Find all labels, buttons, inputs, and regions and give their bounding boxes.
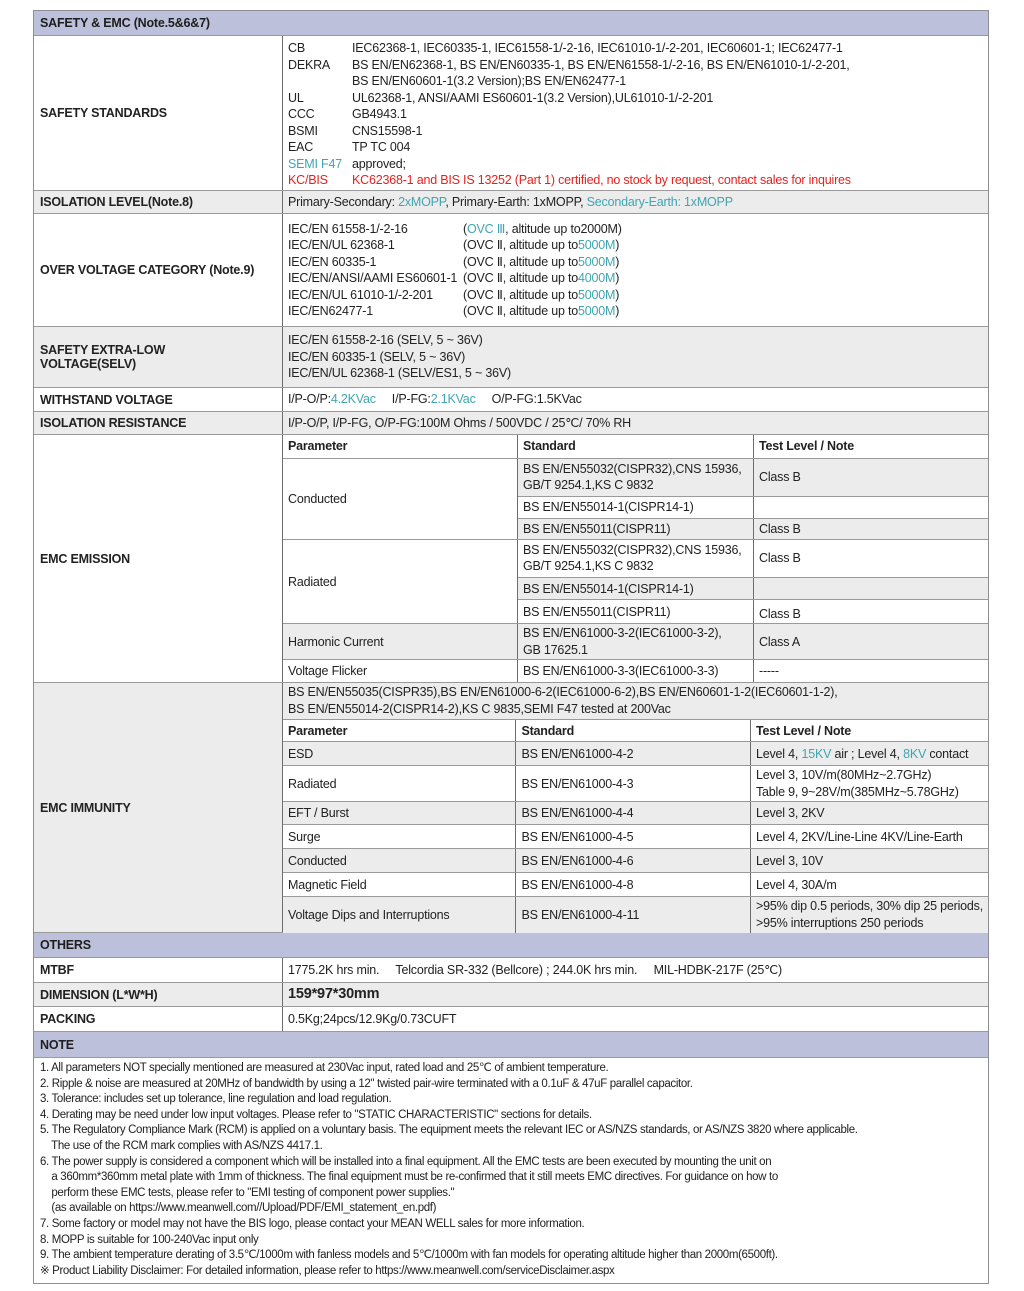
note-item: 4. Derating may be need under low input voltages. Please refer to "STATIC CHARACTERISTIC" sections for details.	[40, 1108, 592, 1121]
section-header-safety-emc	[34, 11, 988, 36]
level-cell: Class B	[754, 458, 989, 496]
row-label: EMC IMMUNITY	[34, 683, 283, 932]
standard: IEC/EN/ANSI/AAMI ES60601-1	[288, 271, 458, 285]
note-item: 7. Some factory or model may not have the BIS logo, please contact your MEAN WELL sales for more information.	[40, 1217, 585, 1230]
row-isolation-level	[34, 191, 988, 214]
note-item: (as available on https://www.meanwell.com//Upload/PDF/EMI_statement_en.pdf)	[40, 1202, 437, 1215]
ovc-entry	[288, 237, 983, 254]
text: contact	[926, 746, 969, 761]
level-cell: Class B	[754, 518, 989, 539]
parameter-cell: Conducted	[283, 849, 516, 873]
paren: (	[463, 271, 467, 285]
row-label: SAFETY STANDARDS	[34, 36, 283, 190]
standard-text: GB4943.1	[352, 107, 407, 122]
standard-text: TP TC 004	[352, 140, 411, 155]
standard: IEC/EN/UL 62368-1	[288, 238, 395, 252]
level-cell	[754, 496, 989, 518]
emc-emission-table	[283, 435, 988, 682]
text: , Primary-Earth: 1xMOPP,	[445, 194, 587, 209]
safety-standards-list	[283, 36, 988, 190]
standard-entry-bsmi	[288, 123, 983, 140]
level-cell	[750, 897, 988, 933]
table-row	[283, 849, 988, 873]
column-header: Test Level / Note	[750, 720, 988, 742]
agency-label: BSMI	[288, 123, 318, 138]
standard-text: approved;	[352, 156, 406, 171]
level-cell: Class B	[754, 600, 989, 624]
level-cell: Level 4, 30A/m	[750, 873, 988, 897]
label-line: SAFETY EXTRA-LOW	[40, 343, 166, 357]
isolation-resistance-value	[283, 412, 988, 434]
text: BS EN/EN55032(CISPR32),CNS 15936,	[523, 461, 742, 476]
notes-block	[34, 1058, 988, 1283]
row-emc-immunity	[34, 683, 988, 933]
level-cell: Level 3, 10V	[750, 849, 988, 873]
standard-entry-kc-bis	[288, 172, 983, 189]
standard-cell: BS EN/EN55011(CISPR11)	[518, 600, 754, 624]
text: Level 4,	[755, 746, 802, 761]
note-item: 8. MOPP is suitable for 100-240Vac input only	[40, 1233, 259, 1246]
table-row	[283, 802, 988, 825]
highlight-value: 4.2KVac	[330, 392, 376, 407]
mtbf-value	[283, 958, 988, 982]
parameter-cell: Surge	[283, 825, 516, 849]
standard-cell: BS EN/EN55014-1(CISPR14-1)	[518, 578, 754, 600]
table-row	[283, 897, 988, 933]
text: , altitude up to	[502, 271, 579, 285]
standard-cell: BS EN/EN61000-4-6	[516, 849, 751, 873]
table-row	[283, 742, 988, 766]
paren: (	[463, 254, 467, 269]
standard-entry-dekra-cont	[288, 73, 983, 90]
text: I/P-O/P:	[288, 392, 331, 407]
agency-label: KC/BIS	[288, 173, 328, 188]
table-header-row	[283, 720, 988, 742]
paren: (	[463, 221, 467, 236]
text: Level 3, 10V/m(80MHz~2.7GHz)	[755, 768, 932, 782]
row-label: OVER VOLTAGE CATEGORY (Note.9)	[34, 214, 283, 326]
section-title: NOTE	[40, 1037, 74, 1052]
text: GB/T 9254.1,KS C 9832	[523, 478, 654, 493]
parameter-cell: Magnetic Field	[283, 873, 516, 897]
altitude: 4000M	[578, 271, 616, 285]
standard-cell: BS EN/EN55011(CISPR11)	[518, 518, 754, 539]
standard-cell: BS EN/EN61000-4-3	[516, 766, 751, 802]
note-item: 6. The power supply is considered a component which will be installed into a final equipment. All the EMC tests are been executed by mounting the unit on	[40, 1155, 772, 1168]
standard-text: UL62368-1, ANSI/AAMI ES60601-1(3.2 Version),UL61010-1/-2-201	[352, 90, 714, 105]
row-label: ISOLATION LEVEL(Note.8)	[34, 191, 283, 213]
level-cell	[750, 766, 988, 802]
agency-label: DEKRA	[288, 57, 331, 72]
note-item: 1. All parameters NOT specially mentioned are measured at 230Vac input, rated load and 25℃ of ambient temperature.	[40, 1062, 609, 1074]
paren: (	[463, 304, 467, 318]
section-header-others	[34, 933, 988, 958]
standard-text: KC62368-1 and BIS IS 13252 (Part 1) certified, no stock by request, contact sales for inquires	[352, 173, 851, 188]
immunity-intro-row	[283, 683, 988, 720]
row-label: MTBF	[34, 958, 283, 982]
immunity-intro	[283, 683, 988, 720]
paren: (	[463, 238, 467, 252]
text: BS EN/EN55014-2(CISPR14-2),KS C 9835,SEMI F47 tested at 200Vac	[288, 701, 671, 716]
row-packing	[34, 1007, 988, 1032]
standard-text: IEC62368-1, IEC60335-1, IEC61558-1/-2-16, IEC61010-1/-2-201, IEC60601-1; IEC62477-1	[352, 41, 843, 56]
row-over-voltage-category	[34, 214, 988, 327]
standard-cell	[518, 458, 754, 496]
spec-sheet	[33, 10, 989, 1284]
note-item: 5. The Regulatory Compliance Mark (RCM) is applied on a voluntary basis. The equipment meets the relevant IEC or AS/NZS standards, or AS/NZS 3820 where applicable.	[40, 1124, 858, 1137]
text: BS EN/EN55035(CISPR35),BS EN/EN61000-6-2(IEC61000-6-2),BS EN/EN60601-1-2(IEC60601-1-2),	[288, 685, 838, 700]
standard-cell: BS EN/EN61000-4-5	[516, 825, 751, 849]
row-safety-standards	[34, 36, 988, 191]
parameter-cell: Conducted	[283, 458, 518, 539]
ovc-class: OVC Ⅱ	[466, 238, 503, 252]
column-header: Parameter	[283, 720, 516, 742]
paren: (	[463, 287, 467, 302]
paren: )	[615, 238, 620, 252]
text: , altitude up to	[502, 254, 579, 269]
ovc-entry	[288, 303, 983, 320]
note-item: The use of the RCM mark complies with AS/NZS 4417.1.	[40, 1139, 323, 1152]
standard: IEC/EN 60335-1	[288, 254, 377, 269]
agency-label: CB	[288, 41, 305, 56]
highlight-value: 2xMOPP	[398, 194, 446, 209]
withstand-value	[283, 388, 988, 411]
note-item: ※ Product Liability Disclaimer: For detailed information, please refer to https://www.meanwell.com/serviceDisclaimer.aspx	[40, 1264, 615, 1277]
standard: IEC/EN/UL 61010-1/-2-201	[288, 287, 433, 302]
text: BS EN/EN61000-3-2(IEC61000-3-2),	[523, 626, 722, 641]
row-label: EMC EMISSION	[34, 435, 283, 682]
text: 159*97*30mm	[288, 986, 380, 1003]
row-label: WITHSTAND VOLTAGE	[34, 388, 283, 411]
row-label: ISOLATION RESISTANCE	[34, 412, 283, 434]
altitude: 2000M	[580, 221, 618, 236]
text: GB 17625.1	[523, 642, 588, 657]
level-cell: Class B	[754, 539, 989, 577]
altitude: 5000M	[578, 254, 616, 269]
table-row	[283, 825, 988, 849]
packing-value	[283, 1007, 988, 1031]
notes-list	[34, 1058, 864, 1283]
text: , altitude up to	[502, 287, 579, 302]
standard-cell: BS EN/EN55014-1(CISPR14-1)	[518, 496, 754, 518]
level-cell	[754, 578, 989, 600]
parameter-cell: Harmonic Current	[283, 624, 518, 660]
table-row	[283, 766, 988, 802]
parameter-cell: Voltage Dips and Interruptions	[283, 897, 516, 933]
text: >95% dip 0.5 periods, 30% dip 25 periods,	[755, 899, 983, 914]
paren: )	[615, 287, 620, 302]
selv-entry: IEC/EN/UL 62368-1 (SELV/ES1, 5 ~ 36V)	[288, 366, 511, 381]
note-item: 2. Ripple & noise are measured at 20MHz of bandwidth by using a 12" twisted pair-wire terminated with a 0.1uF & 47uF parallel capacitor.	[40, 1077, 693, 1090]
over-voltage-list	[283, 214, 988, 326]
row-emc-emission	[34, 435, 988, 683]
label-line: VOLTAGE(SELV)	[40, 357, 137, 371]
selv-entry: IEC/EN 61558-2-16 (SELV, 5 ~ 36V)	[288, 333, 483, 348]
column-header: Standard	[516, 720, 751, 742]
note-item: 9. The ambient temperature derating of 3.5℃/1000m with fanless models and 5℃/1000m with fan models for operating altitude higher than 2000m(6500ft).	[40, 1249, 778, 1262]
column-header: Standard	[518, 435, 754, 458]
highlight-value: 8KV	[903, 746, 927, 761]
standard-cell	[518, 539, 754, 577]
level-cell	[750, 742, 988, 766]
row-mtbf	[34, 958, 988, 983]
table-row	[283, 624, 988, 660]
parameter-cell: EFT / Burst	[283, 802, 516, 825]
text: O/P-FG:1.5KVac	[491, 392, 582, 407]
row-label: DIMENSION (L*W*H)	[34, 983, 283, 1006]
row-label: PACKING	[34, 1007, 283, 1031]
ovc-class: OVC Ⅱ	[466, 304, 503, 318]
standard-entry-dekra	[288, 57, 983, 74]
text: I/P-FG:	[391, 392, 431, 407]
text: , altitude up to	[502, 304, 579, 318]
agency-label: EAC	[288, 140, 314, 155]
agency-label: UL	[288, 90, 304, 105]
row-dimension	[34, 983, 988, 1007]
section-header-note	[34, 1032, 988, 1058]
emc-emission-table-wrap	[283, 435, 988, 682]
table-row	[283, 660, 988, 682]
text: , altitude up to	[505, 221, 581, 236]
text: Primary-Secondary:	[288, 194, 399, 209]
table-row	[283, 458, 988, 496]
ovc-class: OVC Ⅱ	[466, 254, 503, 269]
ovc-entry	[288, 270, 983, 287]
level-cell: Class A	[754, 624, 989, 660]
paren: )	[615, 254, 620, 269]
parameter-cell: Radiated	[283, 766, 516, 802]
note-item: perform these EMC tests, please refer to "EMI testing of component power supplies."	[40, 1186, 455, 1199]
parameter-cell: ESD	[283, 742, 516, 766]
parameter-cell: Radiated	[283, 539, 518, 623]
row-selv	[34, 327, 988, 388]
table-row	[283, 873, 988, 897]
altitude: 5000M	[578, 238, 616, 252]
ovc-entry	[288, 287, 983, 304]
dimension-value	[283, 983, 988, 1006]
emc-immunity-table-wrap	[283, 683, 988, 932]
agency-spacer	[288, 73, 352, 90]
text: GB/T 9254.1,KS C 9832	[523, 559, 654, 574]
text: BS EN/EN55032(CISPR32),CNS 15936,	[523, 542, 742, 557]
text: >95% interruptions 250 periods	[755, 915, 924, 930]
ovc-entry	[288, 221, 983, 238]
level-cell: -----	[754, 660, 989, 682]
emc-immunity-table	[283, 683, 988, 933]
standard-cell	[518, 624, 754, 660]
standard-cell: BS EN/EN61000-3-3(IEC61000-3-3)	[518, 660, 754, 682]
agency-label: SEMI F47	[288, 156, 342, 171]
selv-entry: IEC/EN 60335-1 (SELV, 5 ~ 36V)	[288, 349, 466, 364]
section-title: OTHERS	[40, 938, 91, 952]
column-header: Test Level / Note	[754, 435, 989, 458]
ovc-class: OVC Ⅱ	[466, 271, 503, 285]
standard: IEC/EN 61558-1/-2-16	[288, 221, 408, 236]
agency-label: CCC	[288, 107, 315, 122]
standard-cell: BS EN/EN61000-4-2	[516, 742, 751, 766]
standard: IEC/EN62477-1	[288, 304, 373, 318]
column-header: Parameter	[283, 435, 518, 458]
text: I/P-O/P, I/P-FG, O/P-FG:100M Ohms / 500VDC / 25℃/ 70% RH	[288, 415, 631, 430]
highlight-value: 2.1KVac	[430, 392, 476, 407]
selv-list	[283, 327, 988, 387]
standard-entry-ccc	[288, 106, 983, 123]
standard-cell: BS EN/EN61000-4-8	[516, 873, 751, 897]
paren: )	[615, 304, 620, 318]
row-withstand-voltage	[34, 388, 988, 412]
level-cell: Level 4, 2KV/Line-Line 4KV/Line-Earth	[750, 825, 988, 849]
standard-entry-semi-f47	[288, 156, 983, 173]
section-title: SAFETY & EMC (Note.5&6&7)	[40, 16, 210, 30]
text: 0.5Kg;24pcs/12.9Kg/0.73CUFT	[288, 1011, 457, 1026]
standard-entry-ul	[288, 90, 983, 107]
text: Table 9, 9~28V/m(385MHz~5.78GHz)	[755, 784, 959, 799]
row-label	[34, 327, 283, 387]
table-header-row	[283, 435, 988, 458]
paren: )	[615, 271, 620, 285]
ovc-entry	[288, 254, 983, 271]
isolation-level-value	[283, 191, 988, 213]
text: 1775.2K hrs min. Telcordia SR-332 (Bellcore) ; 244.0K hrs min. MIL-HDBK-217F (25℃)	[288, 962, 782, 977]
standard-cell: BS EN/EN61000-4-4	[516, 802, 751, 825]
paren: )	[617, 221, 622, 236]
standard-cell: BS EN/EN61000-4-11	[516, 897, 751, 933]
text: air ; Level 4,	[831, 746, 904, 761]
row-isolation-resistance	[34, 412, 988, 435]
ovc-class: OVC Ⅲ	[466, 221, 506, 236]
highlight-value: Secondary-Earth: 1xMOPP	[586, 194, 733, 209]
standard-entry-eac	[288, 139, 983, 156]
standard-text: BS EN/EN62368-1, BS EN/EN60335-1, BS EN/EN61558-1/-2-16, BS EN/EN61010-1/-2-201,	[352, 57, 850, 72]
highlight-value: 15KV	[801, 746, 832, 761]
level-cell: Level 3, 2KV	[750, 802, 988, 825]
parameter-cell: Voltage Flicker	[283, 660, 518, 682]
altitude: 5000M	[578, 287, 616, 302]
standard-entry-cb	[288, 40, 983, 57]
text: , altitude up to	[502, 238, 579, 252]
table-row	[283, 539, 988, 577]
ovc-class: OVC Ⅱ	[466, 287, 503, 302]
altitude: 5000M	[578, 304, 616, 318]
standard-text: CNS15598-1	[352, 123, 423, 138]
note-item: a 360mm*360mm metal plate with 1mm of thickness. The final equipment must be re-confirmed that it still meets EMC directives. For guidance on how to	[40, 1171, 778, 1184]
note-item: 3. Tolerance: includes set up tolerance, line regulation and load regulation.	[40, 1093, 392, 1106]
standard-text: BS EN/EN60601-1(3.2 Version);BS EN/EN62477-1	[352, 74, 626, 89]
